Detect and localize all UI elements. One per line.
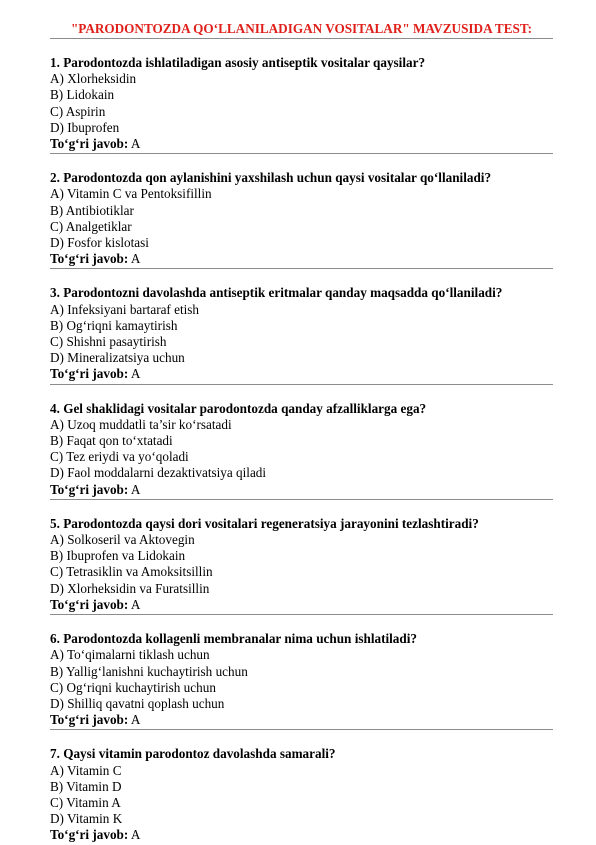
correct-answer-value: A (130, 712, 141, 728)
answer-option: C) Tez eriydi va yo‘qoladi (50, 449, 189, 465)
answer-option: A) Vitamin C (50, 762, 122, 778)
question-block (50, 285, 553, 384)
correct-answer (50, 136, 553, 154)
question-text: 4. Gel shaklidagi vositalar parodontozda qanday afzalliklarga ega? (50, 400, 427, 416)
answer-option: D) Mineralizatsiya uchun (50, 350, 185, 366)
answer-option: B) Faqat qon to‘xtatadi (50, 433, 173, 449)
answer-option: A) Vitamin C va Pentoksifillin (50, 186, 212, 202)
correct-answer (50, 482, 553, 500)
answer-option: D) Shilliq qavatni qoplash uchun (50, 695, 225, 711)
answer-option: B) Ibuprofen va Lidokain (50, 548, 186, 564)
correct-answer-label: To‘g‘ri javob: (50, 827, 129, 843)
correct-answer (50, 251, 553, 269)
answer-option: C) Vitamin A (50, 794, 121, 810)
question-block (50, 401, 553, 500)
question-text: 6. Parodontozda kollagenli membranalar nima uchun ishlatiladi? (50, 631, 417, 647)
question-text: 1. Parodontozda ishlatiladigan asosiy antiseptik vositalar qaysilar? (50, 55, 426, 70)
correct-answer-value: A (130, 827, 141, 843)
correct-answer-label: To‘g‘ri javob: (50, 136, 129, 152)
page-title: "PARODONTOZDA QO‘LLANILADIGAN VOSITALAR" MAVZUSIDA TEST: (50, 20, 553, 39)
correct-answer-label: To‘g‘ri javob: (50, 251, 129, 267)
question-text: 7. Qaysi vitamin parodontoz davolashda samarali? (50, 746, 336, 762)
correct-answer-label: To‘g‘ri javob: (50, 366, 129, 382)
correct-answer (50, 366, 553, 384)
answer-option: A) Uzoq muddatli ta’sir ko‘rsatadi (50, 416, 232, 432)
answer-option: B) Lidokain (50, 87, 115, 103)
correct-answer-value: A (130, 481, 141, 497)
correct-answer-label: To‘g‘ri javob: (50, 596, 129, 612)
answer-option: D) Ibuprofen (50, 119, 120, 135)
answer-option: B) Yallig‘lanishni kuchaytirish uchun (50, 663, 248, 679)
correct-answer-value: A (130, 366, 141, 382)
question-block (50, 170, 553, 269)
answer-option: D) Faol moddalarni dezaktivatsiya qiladi (50, 465, 267, 481)
document-page (50, 20, 553, 845)
answer-option: A) Solkoseril va Aktovegin (50, 532, 195, 548)
answer-option: B) Antibiotiklar (50, 202, 134, 218)
correct-answer-value: A (130, 596, 141, 612)
question-list (50, 55, 553, 845)
correct-answer-value: A (130, 136, 141, 152)
question-block (50, 631, 553, 730)
answer-option: D) Vitamin K (50, 811, 123, 827)
answer-option: B) Og‘riqni kamaytirish (50, 317, 178, 333)
correct-answer-value: A (130, 251, 141, 267)
question-block (50, 746, 553, 844)
answer-option: A) Xlorheksidin (50, 71, 137, 87)
correct-answer (50, 597, 553, 615)
correct-answer-label: To‘g‘ri javob: (50, 481, 129, 497)
correct-answer (50, 712, 553, 730)
question-text: 3. Parodontozni davolashda antiseptik eritmalar qanday maqsadda qo‘llaniladi? (50, 285, 503, 301)
correct-answer-label: To‘g‘ri javob: (50, 712, 129, 728)
answer-option: C) Tetrasiklin va Amoksitsillin (50, 564, 213, 580)
question-block (50, 55, 553, 154)
answer-option: A) To‘qimalarni tiklash uchun (50, 647, 210, 663)
answer-option: B) Vitamin D (50, 778, 122, 794)
answer-option: D) Xlorheksidin va Furatsillin (50, 580, 210, 596)
answer-option: C) Og‘riqni kuchaytirish uchun (50, 679, 216, 695)
question-text: 2. Parodontozda qon aylanishini yaxshilash uchun qaysi vositalar qo‘llaniladi? (50, 170, 492, 186)
question-block (50, 516, 553, 615)
answer-option: C) Shishni pasaytirish (50, 334, 167, 350)
question-text: 5. Parodontozda qaysi dori vositalari regeneratsiya jarayonini tezlashtiradi? (50, 515, 479, 531)
answer-option: A) Infeksiyani bartaraf etish (50, 301, 200, 317)
answer-option: C) Analgetiklar (50, 218, 132, 234)
answer-option: C) Aspirin (50, 103, 106, 119)
answer-option: D) Fosfor kislotasi (50, 235, 149, 251)
